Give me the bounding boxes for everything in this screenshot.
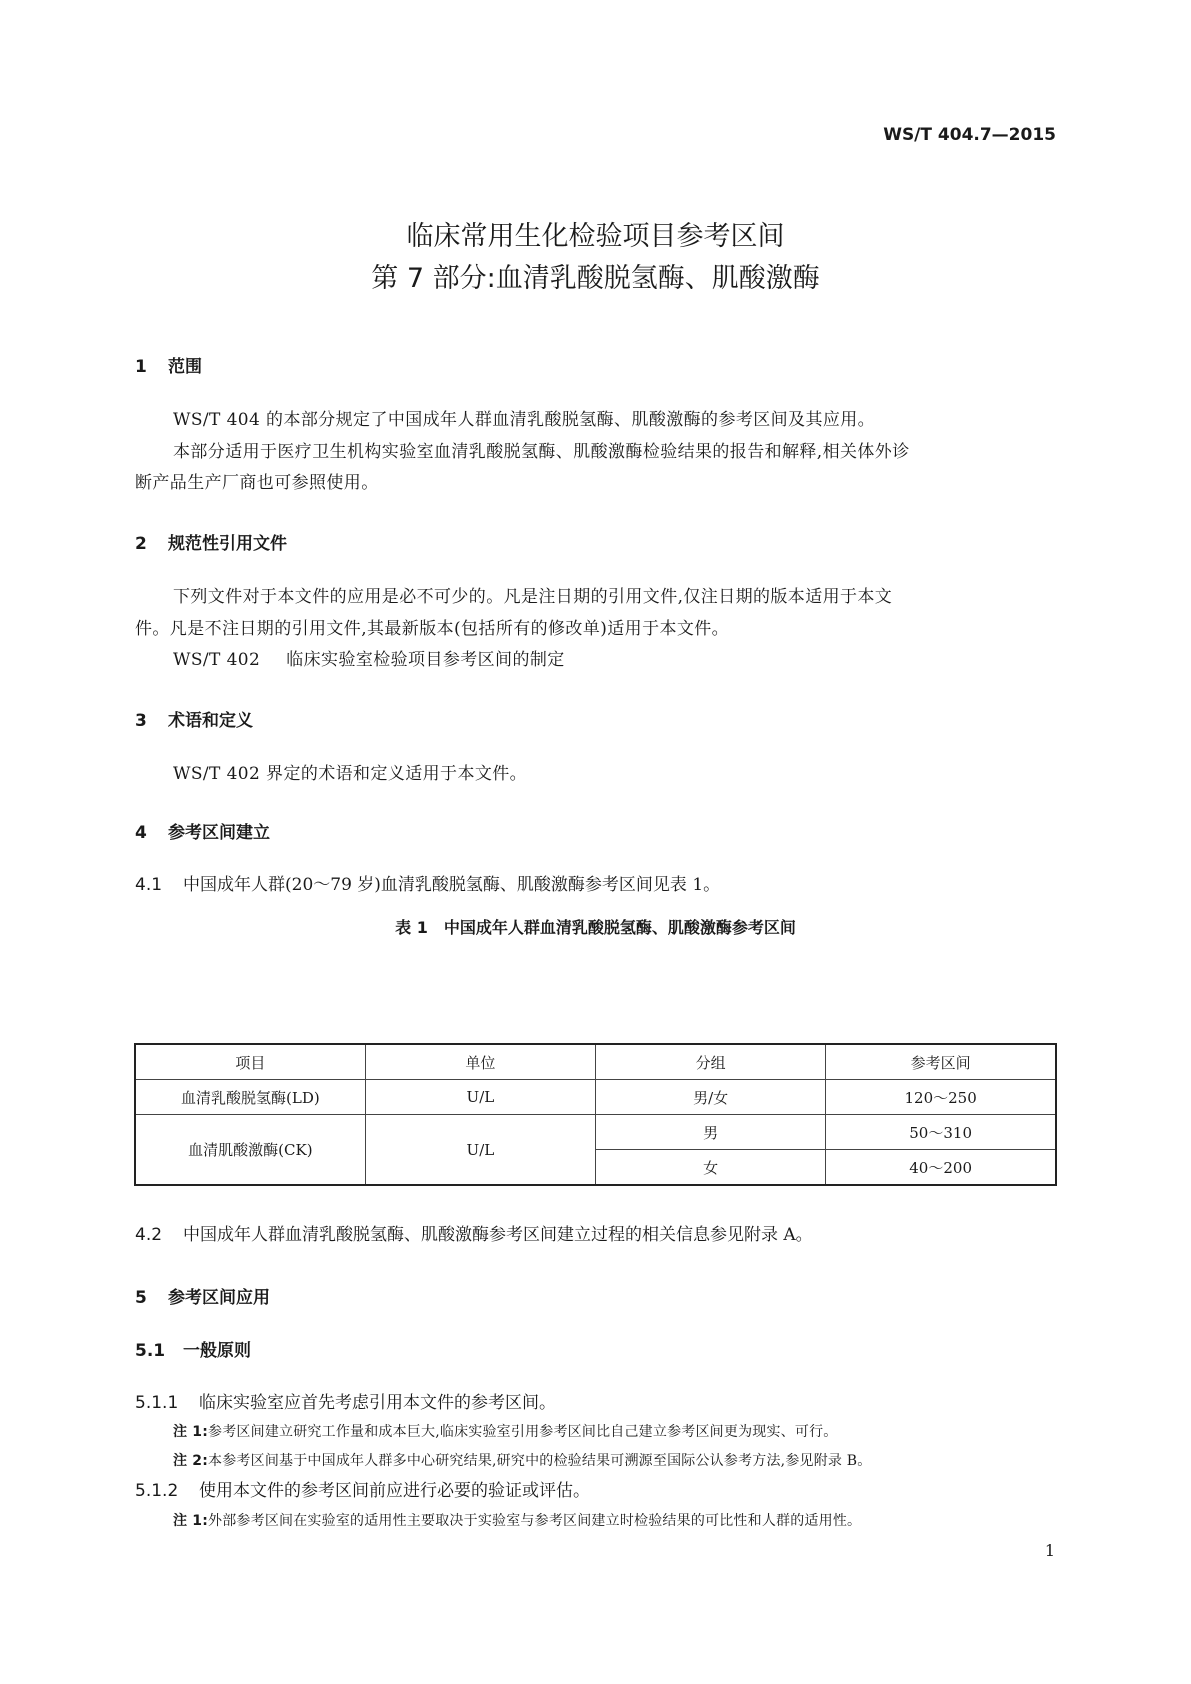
clause-4-1 (135, 870, 720, 895)
note (173, 1450, 871, 1470)
reference-title: 临床实验室检验项目参考区间的制定 (286, 650, 565, 670)
clause-number: 4.2 (135, 1225, 163, 1245)
section-title: 范围 (168, 357, 202, 377)
section-title: 规范性引用文件 (168, 534, 287, 554)
table-header-row (135, 1044, 1056, 1080)
section-2-heading (135, 529, 287, 554)
header-cell: 项目 (135, 1044, 365, 1080)
header-cell: 单位 (365, 1044, 595, 1080)
document-subtitle: 第 7 部分:血清乳酸脱氢酶、肌酸激酶 (371, 263, 820, 294)
section-title: 参考区间建立 (168, 823, 270, 843)
note-label: 注 2: (173, 1453, 209, 1469)
section-title: 术语和定义 (168, 711, 253, 731)
section-number: 4 (135, 823, 147, 843)
clause-number: 5.1.1 (135, 1393, 179, 1413)
section-number: 2 (135, 534, 147, 554)
clause-text: 临床实验室应首先考虑引用本文件的参考区间。 (199, 1393, 556, 1413)
header-cell: 分组 (596, 1044, 826, 1080)
item-cell: 血清乳酸脱氢酶(LD) (135, 1080, 365, 1115)
clause-5-1-heading (135, 1336, 251, 1361)
note-text: 本参考区间基于中国成年人群多中心研究结果,研究中的检验结果可溯源至国际公认参考方法,参见附录 B。 (208, 1453, 872, 1469)
table-row (135, 1080, 1056, 1115)
range-cell: 40～200 (826, 1150, 1056, 1186)
note-label: 注 1: (173, 1513, 209, 1529)
paragraph: WS/T 402 界定的术语和定义适用于本文件。 (173, 764, 528, 784)
reference-interval-table (134, 1043, 1057, 1186)
document-title: 临床常用生化检验项目参考区间 (406, 221, 785, 252)
section-3-heading (135, 706, 253, 731)
clause-text: 中国成年人群血清乳酸脱氢酶、肌酸激酶参考区间建立过程的相关信息参见附录 A。 (183, 1225, 813, 1245)
clause-title: 一般原则 (183, 1341, 251, 1361)
note (173, 1421, 837, 1441)
paragraph: WS/T 404 的本部分规定了中国成年人群血清乳酸脱氢酶、肌酸激酶的参考区间及其应用。 (173, 410, 876, 430)
section-number: 1 (135, 357, 147, 377)
item-cell: 血清肌酸激酶(CK) (135, 1115, 365, 1186)
group-cell: 男 (596, 1115, 826, 1150)
unit-cell: U/L (365, 1115, 595, 1186)
section-5-heading (135, 1283, 270, 1308)
paragraph: 下列文件对于本文件的应用是必不可少的。凡是注日期的引用文件,仅注日期的版本适用于本文 (173, 587, 893, 607)
section-number: 3 (135, 711, 147, 731)
clause-number: 5.1 (135, 1341, 166, 1361)
clause-text: 中国成年人群(20～79 岁)血清乳酸脱氢酶、肌酸激酶参考区间见表 1。 (183, 875, 721, 895)
paragraph-continuation: 断产品生产厂商也可参照使用。 (135, 473, 379, 493)
section-number: 5 (135, 1288, 147, 1308)
note (173, 1510, 861, 1530)
table-caption: 表 1 中国成年人群血清乳酸脱氢酶、肌酸激酶参考区间 (395, 918, 796, 937)
unit-cell: U/L (365, 1080, 595, 1115)
note-label: 注 1: (173, 1424, 209, 1440)
clause-5-1-1 (135, 1388, 556, 1413)
page-number: 1 (1044, 1541, 1055, 1560)
header-cell: 参考区间 (826, 1044, 1056, 1080)
group-cell: 女 (596, 1150, 826, 1186)
clause-text: 使用本文件的参考区间前应进行必要的验证或评估。 (199, 1481, 590, 1501)
section-4-heading (135, 818, 270, 843)
clause-number: 4.1 (135, 875, 163, 895)
range-cell: 120～250 (826, 1080, 1056, 1115)
note-text: 参考区间建立研究工作量和成本巨大,临床实验室引用参考区间比自己建立参考区间更为现实、可行。 (208, 1424, 838, 1440)
section-1-heading (135, 352, 202, 377)
clause-5-1-2 (135, 1476, 590, 1501)
range-cell: 50～310 (826, 1115, 1056, 1150)
standard-number: WS/T 404.7—2015 (883, 125, 1056, 145)
table-row (135, 1115, 1056, 1150)
paragraph: 本部分适用于医疗卫生机构实验室血清乳酸脱氢酶、肌酸激酶检验结果的报告和解释,相关体外诊 (173, 442, 910, 462)
reference-code: WS/T 402 (173, 650, 261, 670)
clause-4-2 (135, 1220, 813, 1245)
group-cell: 男/女 (596, 1080, 826, 1115)
note-text: 外部参考区间在实验室的适用性主要取决于实验室与参考区间建立时检验结果的可比性和人群的适用性。 (208, 1513, 862, 1529)
clause-number: 5.1.2 (135, 1481, 179, 1501)
section-title: 参考区间应用 (168, 1288, 270, 1308)
paragraph-continuation: 件。凡是不注日期的引用文件,其最新版本(包括所有的修改单)适用于本文件。 (135, 619, 730, 639)
normative-reference (173, 643, 565, 677)
